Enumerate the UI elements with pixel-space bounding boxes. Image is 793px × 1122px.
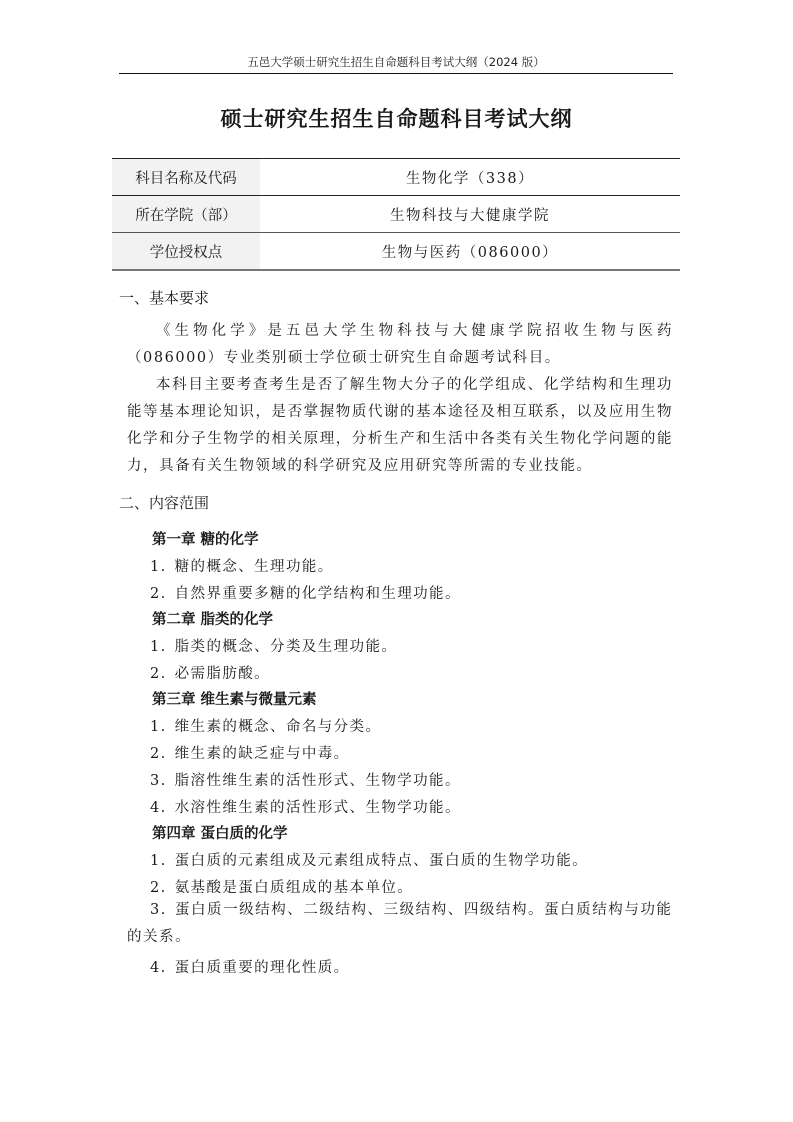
item-number: 2.: [150, 746, 167, 762]
paragraph: 本科目主要考查考生是否了解生物大分子的化学组成、化学结构和生理功能等基本理论知识，是否掌握物质代谢的基本途径及相互联系，以及应用生物化学和分子生物学的相关原理，分析生产和生活中各类有关生物化学问题的能力，具备有关生物领域的科学研究及应用研究等所需的专业技能。: [127, 377, 673, 474]
item-text: 水溶性维生素的活性形式、生物学功能。: [174, 800, 461, 816]
row-label: 科目名称及代码: [112, 159, 260, 196]
item-number: 2.: [150, 586, 167, 602]
list-item: [150, 635, 397, 656]
section-heading-basic-requirements: 一、基本要求: [119, 289, 210, 307]
list-item: [150, 662, 270, 683]
header-rule: [119, 73, 673, 74]
subject-info-table: [112, 158, 680, 271]
list-item: [150, 876, 413, 897]
list-item: [150, 715, 381, 736]
list-item: [150, 582, 461, 603]
document-title: 硕士研究生招生自命题科目考试大纲: [220, 107, 573, 131]
item-text: 脂溶性维生素的活性形式、生物学功能。: [174, 773, 461, 789]
item-text: 自然界重要多糖的化学结构和生理功能。: [174, 586, 461, 602]
item-number: 2.: [150, 880, 167, 896]
item-number: 1.: [150, 853, 167, 869]
item-number: 4.: [150, 800, 167, 816]
item-number: 4.: [150, 960, 167, 976]
table-row: [112, 196, 680, 233]
table-row: [112, 233, 680, 271]
list-item: [127, 897, 673, 951]
item-number: 2.: [150, 666, 167, 682]
item-text: 蛋白质的元素组成及元素组成特点、蛋白质的生物学功能。: [174, 853, 589, 869]
item-text: 氨基酸是蛋白质组成的基本单位。: [174, 880, 414, 896]
item-text: 脂类的概念、分类及生理功能。: [174, 639, 398, 655]
row-label: 学位授权点: [112, 233, 260, 271]
item-text: 蛋白质一级结构、二级结构、三级结构、四级结构。蛋白质结构与功能的关系。: [127, 902, 673, 945]
item-number: 3.: [150, 902, 167, 918]
item-text: 维生素的缺乏症与中毒。: [174, 746, 350, 762]
chapter-heading: 第四章 蛋白质的化学: [152, 826, 288, 842]
item-number: 1.: [150, 719, 167, 735]
item-number: 3.: [150, 773, 167, 789]
row-value: 生物科技与大健康学院: [260, 196, 680, 233]
item-text: 蛋白质重要的理化性质。: [174, 960, 350, 976]
list-item: [150, 956, 350, 977]
list-item: [150, 742, 350, 763]
paragraph: 《生物化学》是五邑大学生物科技与大健康学院招收生物与医药（086000）专业类别硕士学位硕士研究生自命题考试科目。: [127, 323, 673, 366]
row-value: 生物与医药（086000）: [260, 233, 680, 271]
list-item: [150, 769, 461, 790]
list-item: [150, 555, 334, 576]
chapter-heading: 第三章 维生素与微量元素: [152, 692, 317, 708]
row-label: 所在学院（部）: [112, 196, 260, 233]
item-number: 1.: [150, 559, 167, 575]
list-item: [150, 849, 588, 870]
row-value: 生物化学（338）: [260, 159, 680, 196]
running-header: 五邑大学硕士研究生招生自命题科目考试大纲（2024 版）: [247, 55, 545, 69]
section-heading-content-scope: 二、内容范围: [119, 494, 210, 512]
chapter-heading: 第二章 脂类的化学: [152, 612, 274, 628]
item-text: 必需脂肪酸。: [174, 666, 271, 682]
table-row: [112, 159, 680, 196]
list-item: [150, 796, 461, 817]
item-text: 维生素的概念、命名与分类。: [174, 719, 382, 735]
chapter-heading: 第一章 糖的化学: [152, 532, 259, 548]
item-text: 糖的概念、生理功能。: [174, 559, 334, 575]
item-number: 1.: [150, 639, 167, 655]
